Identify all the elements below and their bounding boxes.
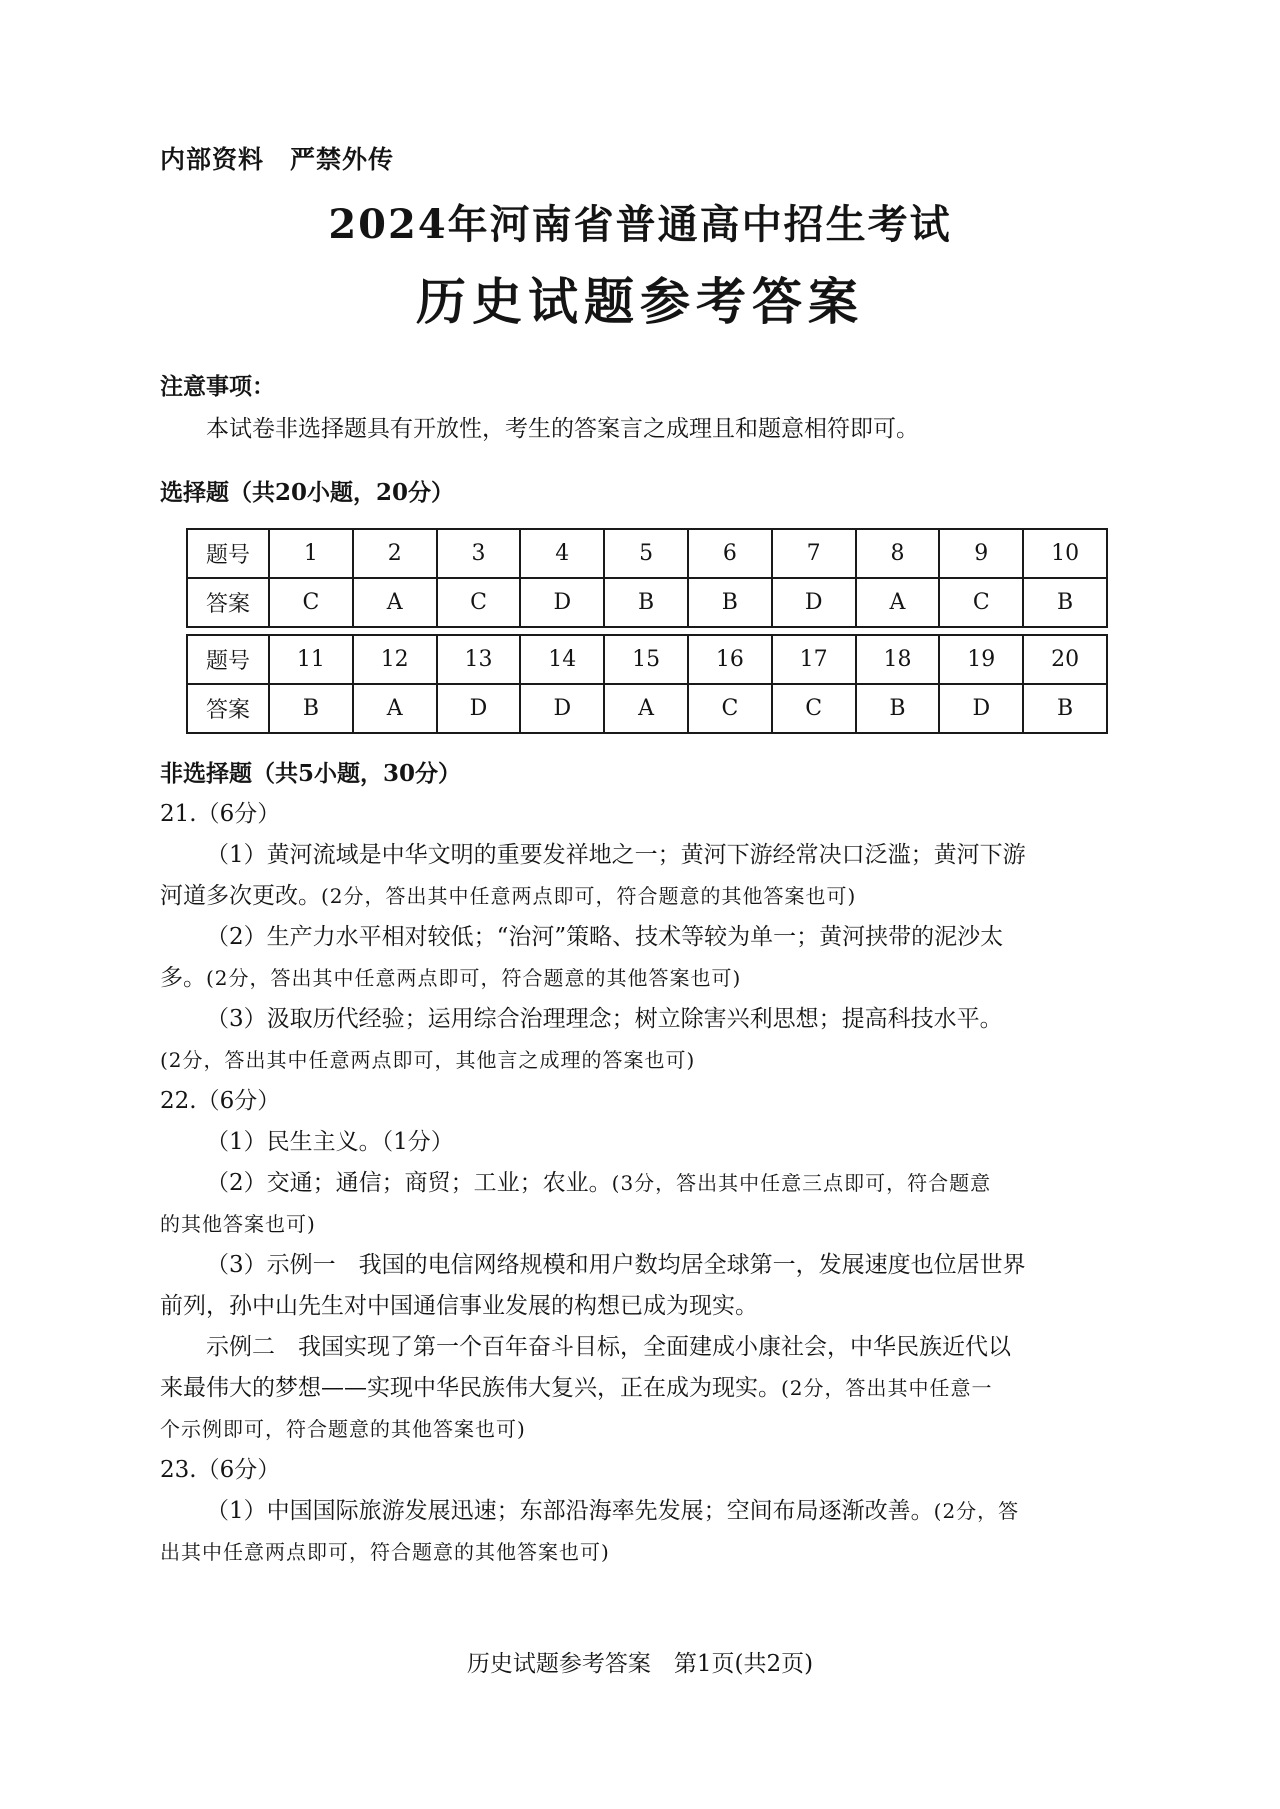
answer-text: （1）黄河流域是中华文明的重要发祥地之一；黄河下游经常决口泛滥；黄河下游 xyxy=(206,842,1026,868)
answer-text xyxy=(160,1368,1138,1409)
answer-text-fragment: 河道多次更改。 xyxy=(160,883,321,909)
score-note: (3分，答出其中任意三点即可，符合题意 xyxy=(611,1171,992,1195)
question-number: 10 xyxy=(1023,529,1107,578)
table-row-numbers xyxy=(187,635,1107,684)
mc-heading: 选择题（共20小题，20分） xyxy=(160,479,455,506)
answer-cell: B xyxy=(856,684,940,733)
question-21 xyxy=(160,794,1138,1081)
question-label: 21.（6分） xyxy=(160,801,281,827)
confidential-label: 内部资料 严禁外传 xyxy=(160,145,395,174)
question-number: 3 xyxy=(437,529,521,578)
question-number: 20 xyxy=(1023,635,1107,684)
score-note: (2分，答 xyxy=(933,1499,1020,1523)
notice-text: 本试卷非选择题具有开放性，考生的答案言之成理且和题意相符即可。 xyxy=(206,416,919,442)
score-note: 出其中任意两点即可，符合题意的其他答案也可) xyxy=(160,1540,610,1564)
notice-heading: 注意事项： xyxy=(160,373,275,400)
answer-cell: D xyxy=(772,578,856,627)
table-row-answers xyxy=(187,578,1107,627)
answer-cell: A xyxy=(353,684,437,733)
answer-text-fragment: （2）交通；通信；商贸；工业；农业。 xyxy=(206,1170,612,1196)
answer-text xyxy=(160,876,1138,917)
answer-cell: B xyxy=(269,684,353,733)
answer-text-fragment: 多。 xyxy=(160,965,206,991)
non-mc-heading: 非选择题（共5小题，30分） xyxy=(160,760,462,787)
page-footer: 历史试题参考答案 第1页(共2页) xyxy=(466,1651,814,1677)
score-note: 的其他答案也可) xyxy=(160,1212,316,1236)
table-row-numbers xyxy=(187,529,1107,578)
answer-text: （1）民生主义。（1分） xyxy=(206,1129,454,1155)
row-label-answer: 答案 xyxy=(187,578,269,627)
answer-cell: A xyxy=(856,578,940,627)
score-note: (2分，答出其中任意一 xyxy=(781,1376,993,1400)
row-label-answer: 答案 xyxy=(187,684,269,733)
question-number: 9 xyxy=(939,529,1023,578)
question-number: 19 xyxy=(939,635,1023,684)
answer-text-fragment: 来最伟大的梦想——实现中华民族伟大复兴，正在成为现实。 xyxy=(160,1375,781,1401)
answer-cell: B xyxy=(1023,684,1107,733)
document-title: 历史试题参考答案 xyxy=(416,272,864,331)
answer-text xyxy=(160,958,1138,999)
question-number: 8 xyxy=(856,529,940,578)
answer-text-fragment: （1）中国国际旅游发展迅速；东部沿海率先发展；空间布局逐渐改善。 xyxy=(206,1498,934,1524)
question-number: 16 xyxy=(688,635,772,684)
question-number: 18 xyxy=(856,635,940,684)
answer-cell: C xyxy=(939,578,1023,627)
score-note: (2分，答出其中任意两点即可，符合题意的其他答案也可) xyxy=(206,966,742,990)
question-number: 17 xyxy=(772,635,856,684)
question-number: 11 xyxy=(269,635,353,684)
answer-table-2 xyxy=(186,634,1108,734)
question-number: 13 xyxy=(437,635,521,684)
exam-title: 2024年河南省普通高中招生考试 xyxy=(328,201,952,248)
answer-cell: B xyxy=(604,578,688,627)
answer-cell: C xyxy=(437,578,521,627)
answer-cell: D xyxy=(520,684,604,733)
score-note: (2分，答出其中任意两点即可，符合题意的其他答案也可) xyxy=(321,884,857,908)
answer-cell: A xyxy=(353,578,437,627)
question-number: 2 xyxy=(353,529,437,578)
answer-text: （3）示例一 我国的电信网络规模和用户数均居全球第一，发展速度也位居世界 xyxy=(206,1252,1026,1278)
answer-cell: B xyxy=(688,578,772,627)
question-number: 1 xyxy=(269,529,353,578)
answer-cell: B xyxy=(1023,578,1107,627)
answer-text: （2）生产力水平相对较低；“治河”策略、技术等较为单一；黄河挟带的泥沙太 xyxy=(206,924,1004,950)
answer-text: （3）汲取历代经验；运用综合治理理念；树立除害兴利思想；提高科技水平。 xyxy=(206,1006,1003,1032)
answer-cell: A xyxy=(604,684,688,733)
question-number: 15 xyxy=(604,635,688,684)
question-23 xyxy=(160,1450,1138,1573)
answer-text xyxy=(160,1491,1138,1532)
question-number: 7 xyxy=(772,529,856,578)
score-note: 个示例即可，符合题意的其他答案也可) xyxy=(160,1417,526,1441)
answer-cell: C xyxy=(688,684,772,733)
answer-cell: D xyxy=(939,684,1023,733)
answer-cell: D xyxy=(437,684,521,733)
answer-table-1 xyxy=(186,528,1108,628)
answer-text xyxy=(160,1163,1138,1204)
answer-cell: D xyxy=(520,578,604,627)
question-number: 4 xyxy=(520,529,604,578)
table-row-answers xyxy=(187,684,1107,733)
question-label: 23.（6分） xyxy=(160,1457,281,1483)
question-number: 5 xyxy=(604,529,688,578)
question-22 xyxy=(160,1081,1138,1450)
row-label-number: 题号 xyxy=(187,529,269,578)
question-number: 12 xyxy=(353,635,437,684)
answer-cell: C xyxy=(269,578,353,627)
row-label-number: 题号 xyxy=(187,635,269,684)
question-number: 6 xyxy=(688,529,772,578)
question-number: 14 xyxy=(520,635,604,684)
answer-text: 前列，孙中山先生对中国通信事业发展的构想已成为现实。 xyxy=(160,1293,758,1319)
answer-cell: C xyxy=(772,684,856,733)
question-label: 22.（6分） xyxy=(160,1088,281,1114)
answer-text: 示例二 我国实现了第一个百年奋斗目标，全面建成小康社会，中华民族近代以 xyxy=(206,1334,1011,1360)
score-note: (2分，答出其中任意两点即可，其他言之成理的答案也可) xyxy=(160,1048,696,1072)
